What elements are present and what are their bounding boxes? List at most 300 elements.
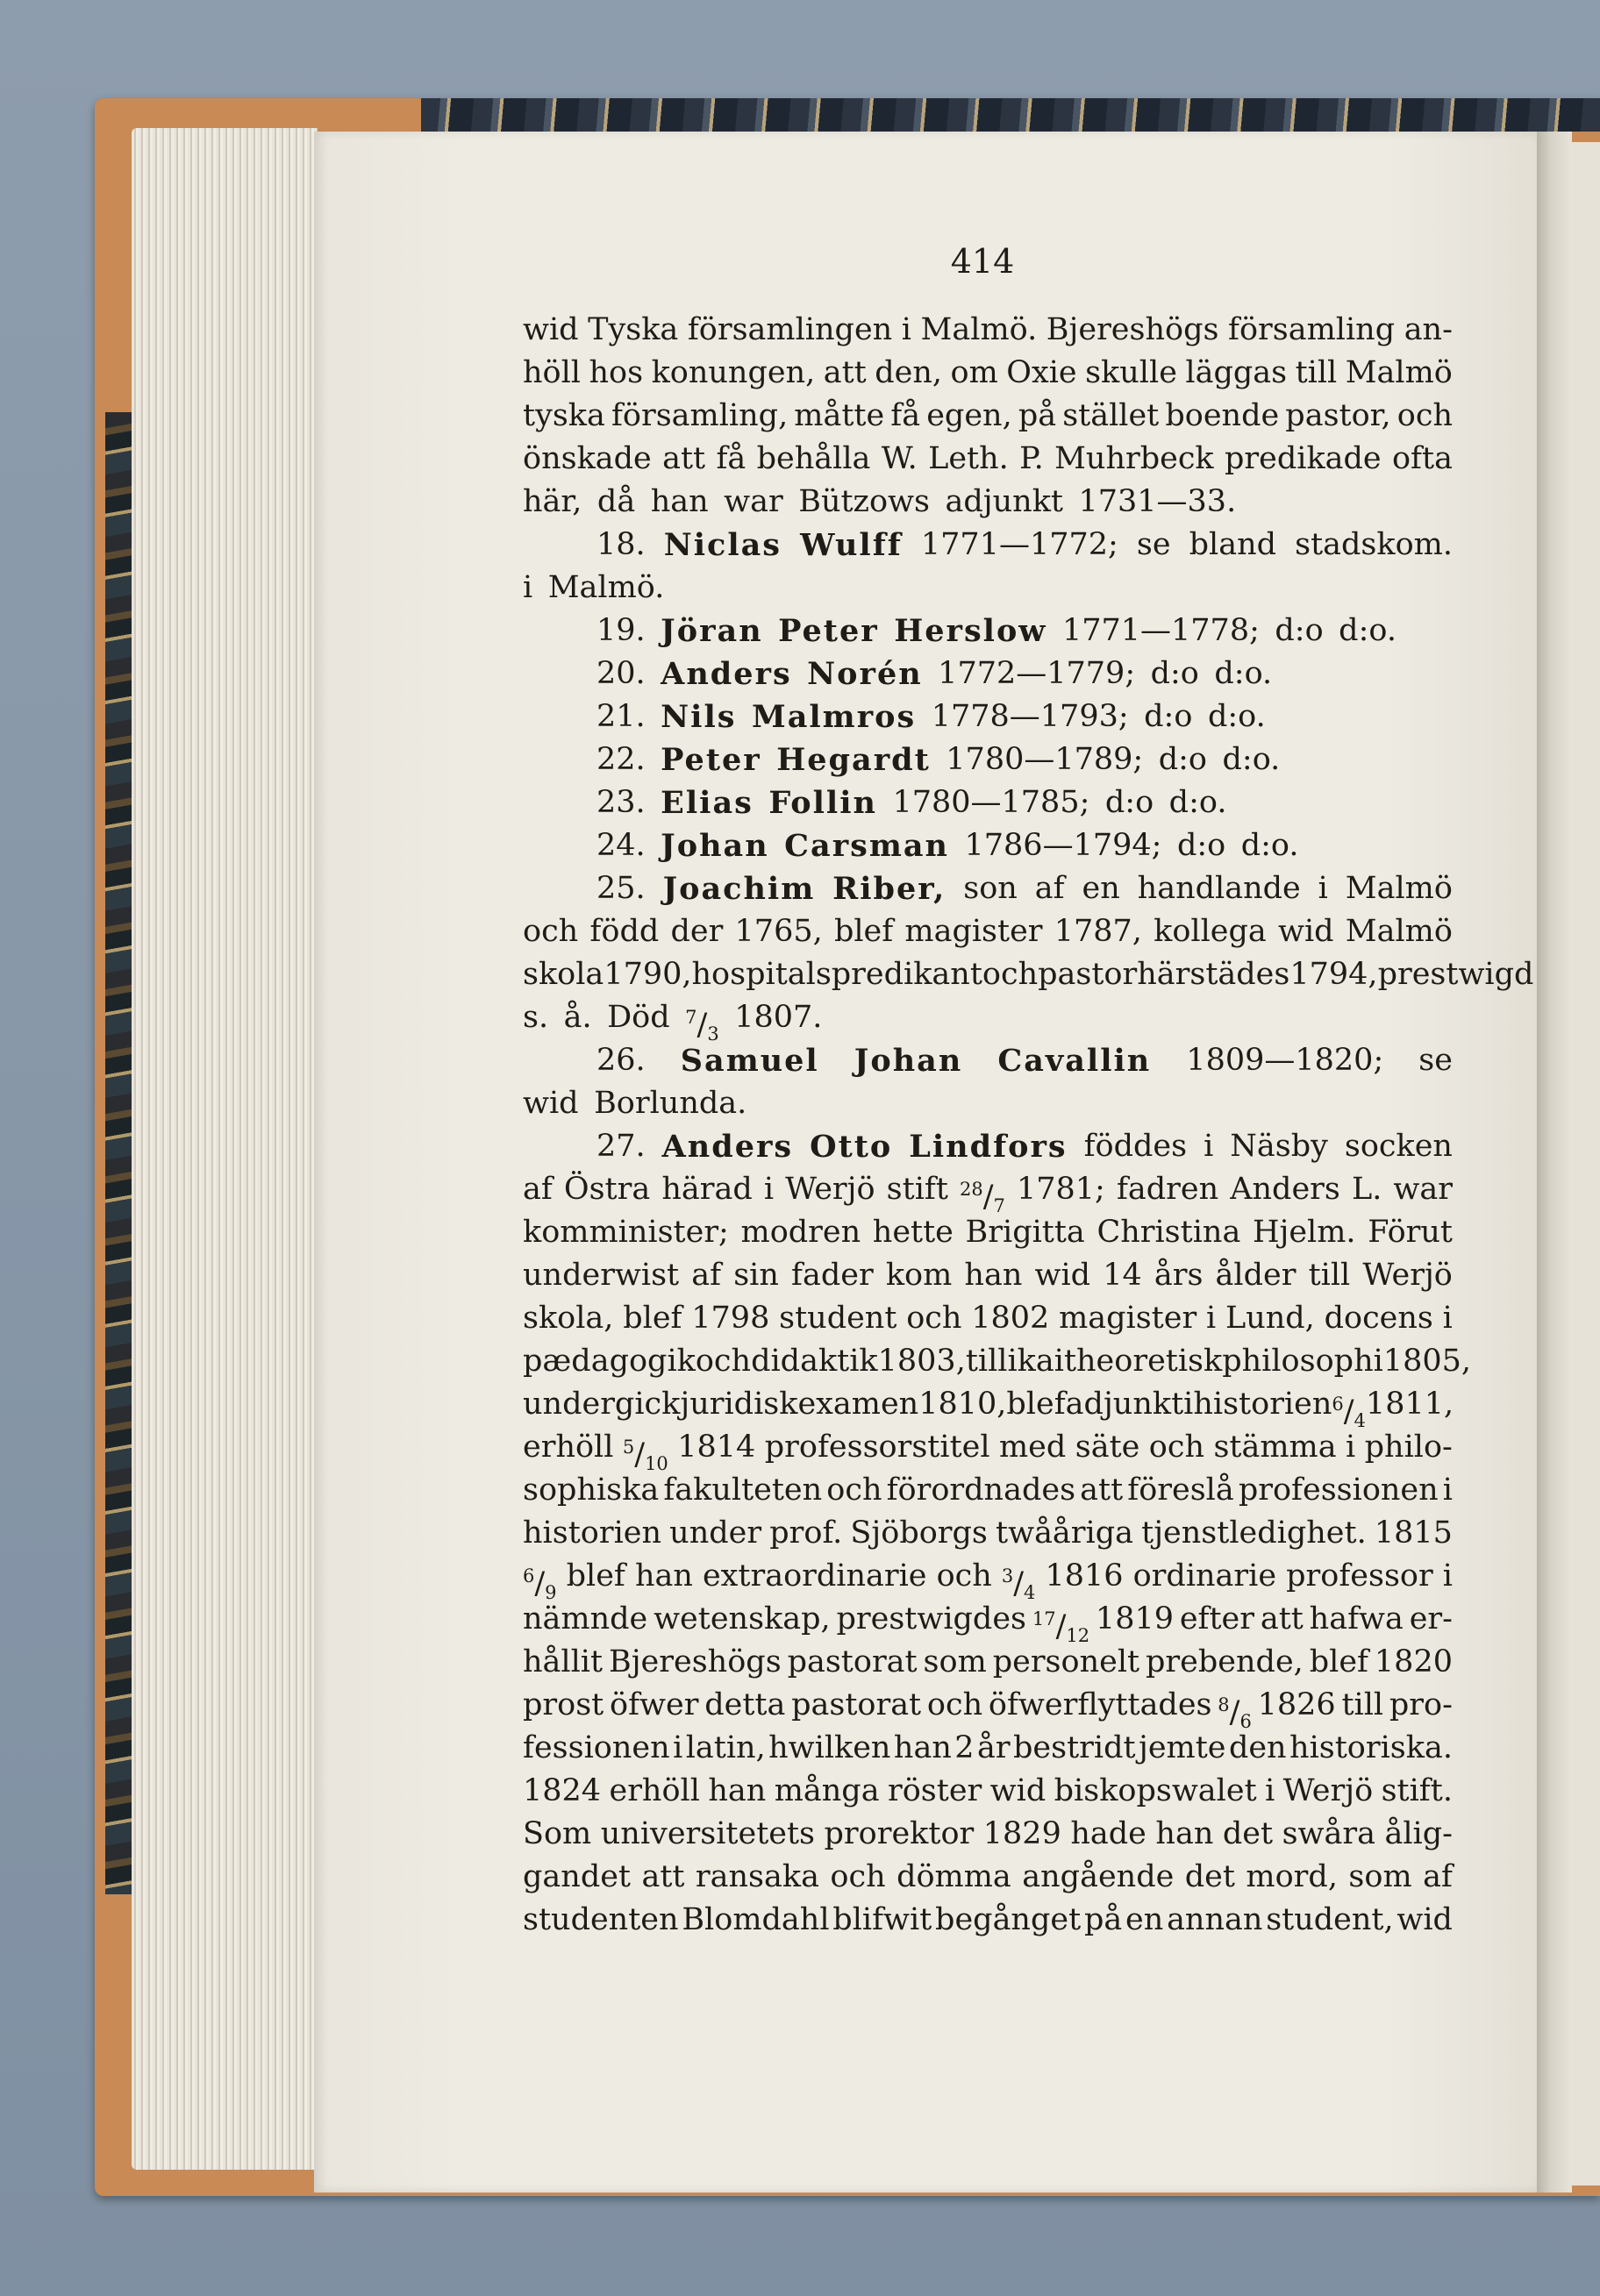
word: Hjelm.: [1252, 1215, 1356, 1250]
word: röster: [887, 1773, 982, 1808]
word: Borlunda.: [594, 1086, 747, 1121]
word: Förut: [1368, 1215, 1453, 1250]
word: 1780—1785;: [892, 785, 1090, 820]
word: blef: [1309, 1644, 1368, 1679]
word: måtte: [794, 398, 885, 433]
person-name-word: Lindfors: [909, 1129, 1068, 1165]
word: i: [1442, 1558, 1453, 1594]
word: 2: [954, 1730, 975, 1765]
word: i: [1054, 1344, 1064, 1379]
text-line: [523, 781, 1453, 824]
word: 1786—1794;: [964, 828, 1162, 863]
text-line: [523, 1641, 1453, 1684]
word: prestwigdes: [836, 1601, 1026, 1636]
word: 1731—33.: [1078, 484, 1237, 519]
word: d:o: [1144, 699, 1193, 734]
word: prestwigd: [1377, 957, 1534, 992]
word: student: [779, 1301, 897, 1336]
word: Död: [607, 1000, 670, 1035]
word: d:o.: [1168, 785, 1227, 820]
word: 18.: [596, 527, 646, 562]
word: hospitalspredikant: [691, 957, 982, 992]
text-line: [523, 524, 1453, 567]
word: 1798: [691, 1301, 770, 1336]
word: theoretisk: [1063, 1344, 1223, 1379]
body-text: [523, 309, 1534, 1942]
word: en: [1082, 871, 1120, 906]
word: Malmö.: [547, 570, 665, 605]
word: 1802: [971, 1301, 1050, 1336]
word: en: [1125, 1902, 1164, 1937]
word: att: [641, 1859, 685, 1894]
book-gutter: [1537, 132, 1572, 2193]
person-name-word: Anders: [661, 656, 792, 692]
word: fessionen: [523, 1730, 670, 1765]
word: boende: [1165, 398, 1280, 433]
word: Blomdahl: [682, 1902, 830, 1937]
fraction-denominator: 10: [645, 1453, 668, 1474]
word: Sjöborgs: [850, 1515, 988, 1551]
word: att: [1080, 1472, 1124, 1508]
word: och: [826, 1472, 882, 1508]
word: i: [1318, 871, 1328, 906]
word: d:o.: [1240, 828, 1299, 863]
text-line: [523, 1340, 1472, 1383]
word: an-: [1404, 312, 1453, 347]
text-line: [523, 1039, 1453, 1082]
fraction-denominator: 4: [1024, 1582, 1036, 1603]
word: gandet: [523, 1859, 631, 1894]
person-name-word: Johan: [854, 1043, 963, 1079]
fraction-slash: /: [1055, 1609, 1067, 1644]
word: den,: [875, 355, 943, 390]
fraction-slash: /: [1229, 1695, 1240, 1730]
word: [622, 1426, 668, 1474]
word: af: [1423, 1859, 1453, 1894]
word: 20.: [596, 656, 646, 691]
fraction-slash: /: [1343, 1394, 1354, 1430]
word: stället: [1062, 398, 1160, 433]
word: till: [1308, 1258, 1351, 1293]
word: önskade: [523, 441, 652, 476]
fraction-slash: /: [534, 1566, 546, 1601]
word: skola,: [523, 1301, 614, 1336]
word: pastorat: [791, 1687, 922, 1722]
text-line: [523, 1856, 1453, 1899]
word: erhöll: [523, 1430, 614, 1465]
word: blifwit: [832, 1902, 932, 1937]
word: tjenstledighet.: [1141, 1515, 1367, 1551]
word: latin,: [685, 1730, 766, 1765]
text-line: [523, 1297, 1453, 1340]
word: det: [1184, 1859, 1235, 1894]
word: 1778—1793;: [931, 699, 1129, 734]
word: stadskom.: [1295, 527, 1453, 562]
word: [960, 1168, 1005, 1216]
person-name-word: Cavallin: [997, 1043, 1152, 1079]
word: med: [998, 1430, 1067, 1465]
word: Oxie: [1006, 355, 1077, 390]
word: 1820: [1374, 1644, 1453, 1679]
word: skulle: [1085, 355, 1177, 390]
word: öfwerflyttades: [988, 1687, 1212, 1722]
word: Werjö: [785, 1172, 875, 1207]
word: ransaka: [695, 1859, 819, 1894]
word: 22.: [596, 742, 646, 777]
word: 1809—1820;: [1186, 1043, 1384, 1078]
word: swåra: [1282, 1816, 1375, 1851]
fraction-slash: /: [1013, 1566, 1025, 1601]
text-line: [523, 652, 1453, 695]
word: att: [662, 441, 706, 476]
word: underwist: [523, 1258, 680, 1293]
word: i: [1442, 1301, 1453, 1336]
word: stift.: [1381, 1773, 1453, 1808]
word: och: [906, 1301, 962, 1336]
word: i: [901, 312, 911, 347]
word: höll: [523, 355, 582, 390]
word: d:o: [1104, 785, 1154, 820]
word: professorstitel: [764, 1430, 990, 1465]
word: öfwer: [610, 1687, 699, 1722]
word: historien: [523, 1515, 662, 1551]
text-line: [523, 1899, 1453, 1942]
person-name-word: Nils: [661, 699, 737, 735]
word: Lund,: [1225, 1301, 1315, 1336]
word: till: [1341, 1687, 1384, 1722]
word: härstädes: [1137, 957, 1290, 992]
word: [1332, 1383, 1366, 1431]
word: och: [1148, 1430, 1204, 1465]
person-name-word: Norén: [807, 656, 923, 692]
word: son: [963, 871, 1018, 906]
word: wetenskap,: [654, 1601, 831, 1636]
word: 1781;: [1016, 1172, 1105, 1207]
word: blef: [566, 1558, 625, 1594]
word: d:o: [1150, 656, 1199, 691]
person-name-word: Elias: [661, 785, 754, 821]
person-name-word: Wulff: [800, 527, 903, 563]
word: examen: [797, 1387, 919, 1422]
word: många: [774, 1773, 880, 1808]
word: blef: [833, 914, 894, 949]
word: att: [1260, 1601, 1304, 1636]
person-name-word: Malmros: [751, 699, 917, 735]
text-line: [523, 395, 1453, 438]
marbled-cover-top: [421, 98, 1600, 132]
word: mord,: [1246, 1859, 1338, 1894]
word: stift: [886, 1172, 948, 1207]
word: sophiska: [523, 1472, 660, 1508]
fraction-slash: /: [634, 1437, 646, 1472]
word: [1001, 1555, 1036, 1603]
fraction-denominator: 12: [1066, 1625, 1090, 1646]
word: 1814: [677, 1430, 756, 1465]
word: han: [650, 484, 709, 519]
word: 1807.: [734, 1000, 823, 1035]
word: 1829: [982, 1816, 1061, 1851]
word: han: [708, 1773, 767, 1808]
text-line: [523, 1383, 1454, 1431]
word: kollega: [1154, 914, 1267, 949]
word: ålder: [1215, 1258, 1296, 1293]
word: föreslå: [1127, 1472, 1234, 1508]
word: adjunkt: [1065, 1387, 1184, 1422]
word: i: [1205, 1301, 1217, 1336]
word: tyska: [523, 398, 605, 433]
text-line: [523, 910, 1453, 953]
word: war: [1393, 1172, 1453, 1207]
word: historiska.: [1289, 1730, 1453, 1765]
word: socken: [1344, 1129, 1453, 1164]
person-name-word: Peter: [778, 613, 879, 649]
word: det: [1222, 1816, 1274, 1851]
word: 1787,: [1054, 914, 1142, 949]
person-name-word: Herslow: [894, 613, 1047, 649]
word: stämma: [1213, 1430, 1337, 1465]
word: efter: [1179, 1601, 1255, 1636]
word: 1803,: [877, 1344, 966, 1379]
word: 1826: [1257, 1687, 1336, 1722]
word: han: [1155, 1816, 1214, 1851]
word: af: [1034, 871, 1065, 906]
word: er-: [1409, 1601, 1453, 1636]
word: och: [936, 1558, 992, 1594]
word: som: [1348, 1859, 1412, 1894]
word: på: [1018, 398, 1057, 433]
word: församling,: [611, 398, 789, 433]
word: han: [893, 1730, 952, 1765]
text-line: [523, 1168, 1453, 1216]
person-name-word: Samuel: [680, 1043, 819, 1079]
word: detta: [704, 1687, 786, 1722]
word: erhöll: [609, 1773, 700, 1808]
word: d:o: [1275, 613, 1324, 648]
word: universitetets: [600, 1816, 815, 1851]
word: Werjö: [1282, 1773, 1374, 1808]
word: fakulteten: [663, 1472, 823, 1508]
word: i: [1442, 1472, 1453, 1508]
word: kom: [885, 1258, 953, 1293]
word: skola: [523, 957, 604, 992]
word: Östra: [563, 1172, 651, 1207]
word: P.: [1019, 441, 1044, 476]
word: wid: [523, 312, 579, 347]
word: d:o.: [1214, 656, 1273, 691]
word: 27.: [596, 1129, 646, 1164]
word: 19.: [596, 613, 646, 648]
word: magister: [1059, 1301, 1197, 1336]
word: församling: [1228, 312, 1396, 347]
fraction-numerator: 17: [1032, 1608, 1056, 1629]
text-line: [523, 824, 1453, 867]
word: magister: [904, 914, 1043, 949]
word: förordnades: [886, 1472, 1076, 1508]
word: extraordinarie: [702, 1558, 927, 1594]
word: 14: [1103, 1258, 1142, 1293]
word: Leth.: [928, 441, 1009, 476]
person-name-word: Otto: [810, 1129, 893, 1165]
word: handlande: [1137, 871, 1301, 906]
word: pastor: [1038, 957, 1138, 992]
person-name-word: Johan: [661, 828, 769, 864]
word: född: [589, 914, 660, 949]
word: Malmö: [1345, 914, 1453, 949]
word: wid: [1396, 1902, 1453, 1937]
word: begånget: [935, 1902, 1082, 1937]
word: professionen: [1238, 1472, 1439, 1508]
word: 1815: [1374, 1515, 1453, 1551]
word: historien: [1193, 1387, 1332, 1422]
word: Bjereshögs: [1046, 312, 1219, 347]
person-name-word: Riber,: [832, 871, 946, 907]
word: angående: [1022, 1859, 1175, 1894]
word: 1780—1789;: [946, 742, 1144, 777]
word: Muhrbeck: [1054, 441, 1214, 476]
word: 1765,: [734, 914, 823, 949]
word: philosophi: [1222, 1344, 1383, 1379]
word: hade: [1070, 1816, 1146, 1851]
word: hos: [589, 355, 644, 390]
text-line: [523, 610, 1453, 652]
text-line: [523, 352, 1453, 395]
word: 26.: [596, 1043, 646, 1078]
word: biskopswalet: [1054, 1773, 1257, 1808]
word: se: [1418, 1043, 1453, 1078]
text-line: [523, 1426, 1453, 1474]
word: 1771—1778;: [1061, 613, 1260, 648]
word: pastor,: [1285, 398, 1391, 433]
word: [1218, 1684, 1252, 1732]
fraction-slash: /: [982, 1180, 994, 1215]
word: få: [716, 441, 746, 476]
word: bland: [1189, 527, 1277, 562]
word: läggas: [1185, 355, 1288, 390]
text-line: [523, 996, 1453, 1045]
word: Malmö: [1345, 871, 1453, 906]
text-line: [523, 1598, 1453, 1646]
fraction-denominator: 7: [993, 1195, 1005, 1216]
word: wid: [1034, 1258, 1091, 1293]
word: han: [634, 1558, 693, 1594]
word: att: [823, 355, 867, 390]
person-name-word: Jöran: [661, 613, 763, 649]
word: Bjereshögs: [608, 1644, 782, 1679]
word: ålig-: [1384, 1816, 1453, 1851]
word: W.: [881, 441, 918, 476]
word: Anders: [1230, 1172, 1340, 1207]
word: och: [523, 914, 579, 949]
fraction-numerator: 3: [1001, 1565, 1014, 1587]
word: wid: [989, 1773, 1046, 1808]
text-line: [523, 1555, 1453, 1603]
word: i: [523, 570, 533, 605]
word: Tyska: [588, 312, 679, 347]
word: 1811,: [1365, 1387, 1454, 1422]
word: 24.: [596, 828, 646, 863]
word: 1790,: [604, 957, 692, 992]
word: Christina: [1096, 1215, 1241, 1250]
facing-page-edge: [1572, 142, 1600, 2185]
text-line: [523, 867, 1453, 910]
word: Brigitta: [965, 1215, 1085, 1250]
person-name-word: Carsman: [784, 828, 949, 864]
word: modren: [740, 1215, 861, 1250]
word: der: [670, 914, 724, 949]
word: fader: [791, 1258, 874, 1293]
fraction-denominator: 6: [1239, 1711, 1252, 1732]
word: här,: [523, 484, 582, 519]
word: Werjö: [1362, 1258, 1453, 1293]
text-line: [523, 567, 1453, 610]
word: om: [950, 355, 998, 390]
word: war: [724, 484, 783, 519]
word: Bützows: [798, 484, 930, 519]
fraction-numerator: 8: [1218, 1694, 1230, 1715]
word: personelt: [992, 1644, 1140, 1679]
word: komminister;: [523, 1215, 729, 1250]
word: i: [1346, 1430, 1356, 1465]
word: ofta: [1391, 441, 1453, 476]
word: som: [923, 1644, 987, 1679]
page-edges: [132, 128, 318, 2170]
fraction-numerator: 5: [622, 1437, 635, 1458]
word: [1032, 1598, 1090, 1646]
word: få: [890, 398, 921, 433]
word: Som: [523, 1816, 592, 1851]
word: ordinarie: [1132, 1558, 1277, 1594]
word: hållit: [523, 1644, 604, 1679]
word: sin: [733, 1258, 779, 1293]
word: docens: [1324, 1301, 1433, 1336]
word: den: [1228, 1730, 1287, 1765]
text-line: [523, 438, 1453, 481]
word: 1810,: [918, 1387, 1007, 1422]
word: egen,: [926, 398, 1012, 433]
word: 1819: [1095, 1601, 1174, 1636]
word: i: [1183, 1387, 1194, 1422]
word: se: [1136, 527, 1171, 562]
text-line: [523, 481, 1453, 524]
word: d:o.: [1207, 699, 1266, 734]
page-number: 414: [950, 242, 1015, 281]
person-name-word: Hegardt: [776, 742, 931, 778]
word: prebende,: [1146, 1644, 1304, 1679]
word: undergick: [523, 1387, 681, 1422]
word: student,: [1266, 1902, 1394, 1937]
word: 23.: [596, 785, 646, 820]
word: juridisk: [680, 1387, 798, 1422]
word: i: [1204, 1129, 1214, 1164]
word: Näsby: [1230, 1129, 1328, 1164]
text-line: [523, 695, 1453, 738]
word: i: [763, 1172, 775, 1207]
text-line: [523, 1254, 1453, 1297]
word: års: [1154, 1258, 1204, 1293]
word: på: [1083, 1902, 1123, 1937]
word: s.: [523, 1000, 549, 1035]
word: didaktik: [751, 1344, 878, 1379]
person-name-word: Peter: [661, 742, 761, 778]
word: annan: [1167, 1902, 1263, 1937]
word: hafwa: [1309, 1601, 1404, 1636]
word: [523, 1555, 557, 1603]
word: L.: [1351, 1172, 1382, 1207]
person-name-word: Joachim: [662, 871, 816, 907]
word: och: [926, 1687, 983, 1722]
word: säte: [1075, 1430, 1140, 1465]
word: 1794,: [1289, 957, 1378, 992]
